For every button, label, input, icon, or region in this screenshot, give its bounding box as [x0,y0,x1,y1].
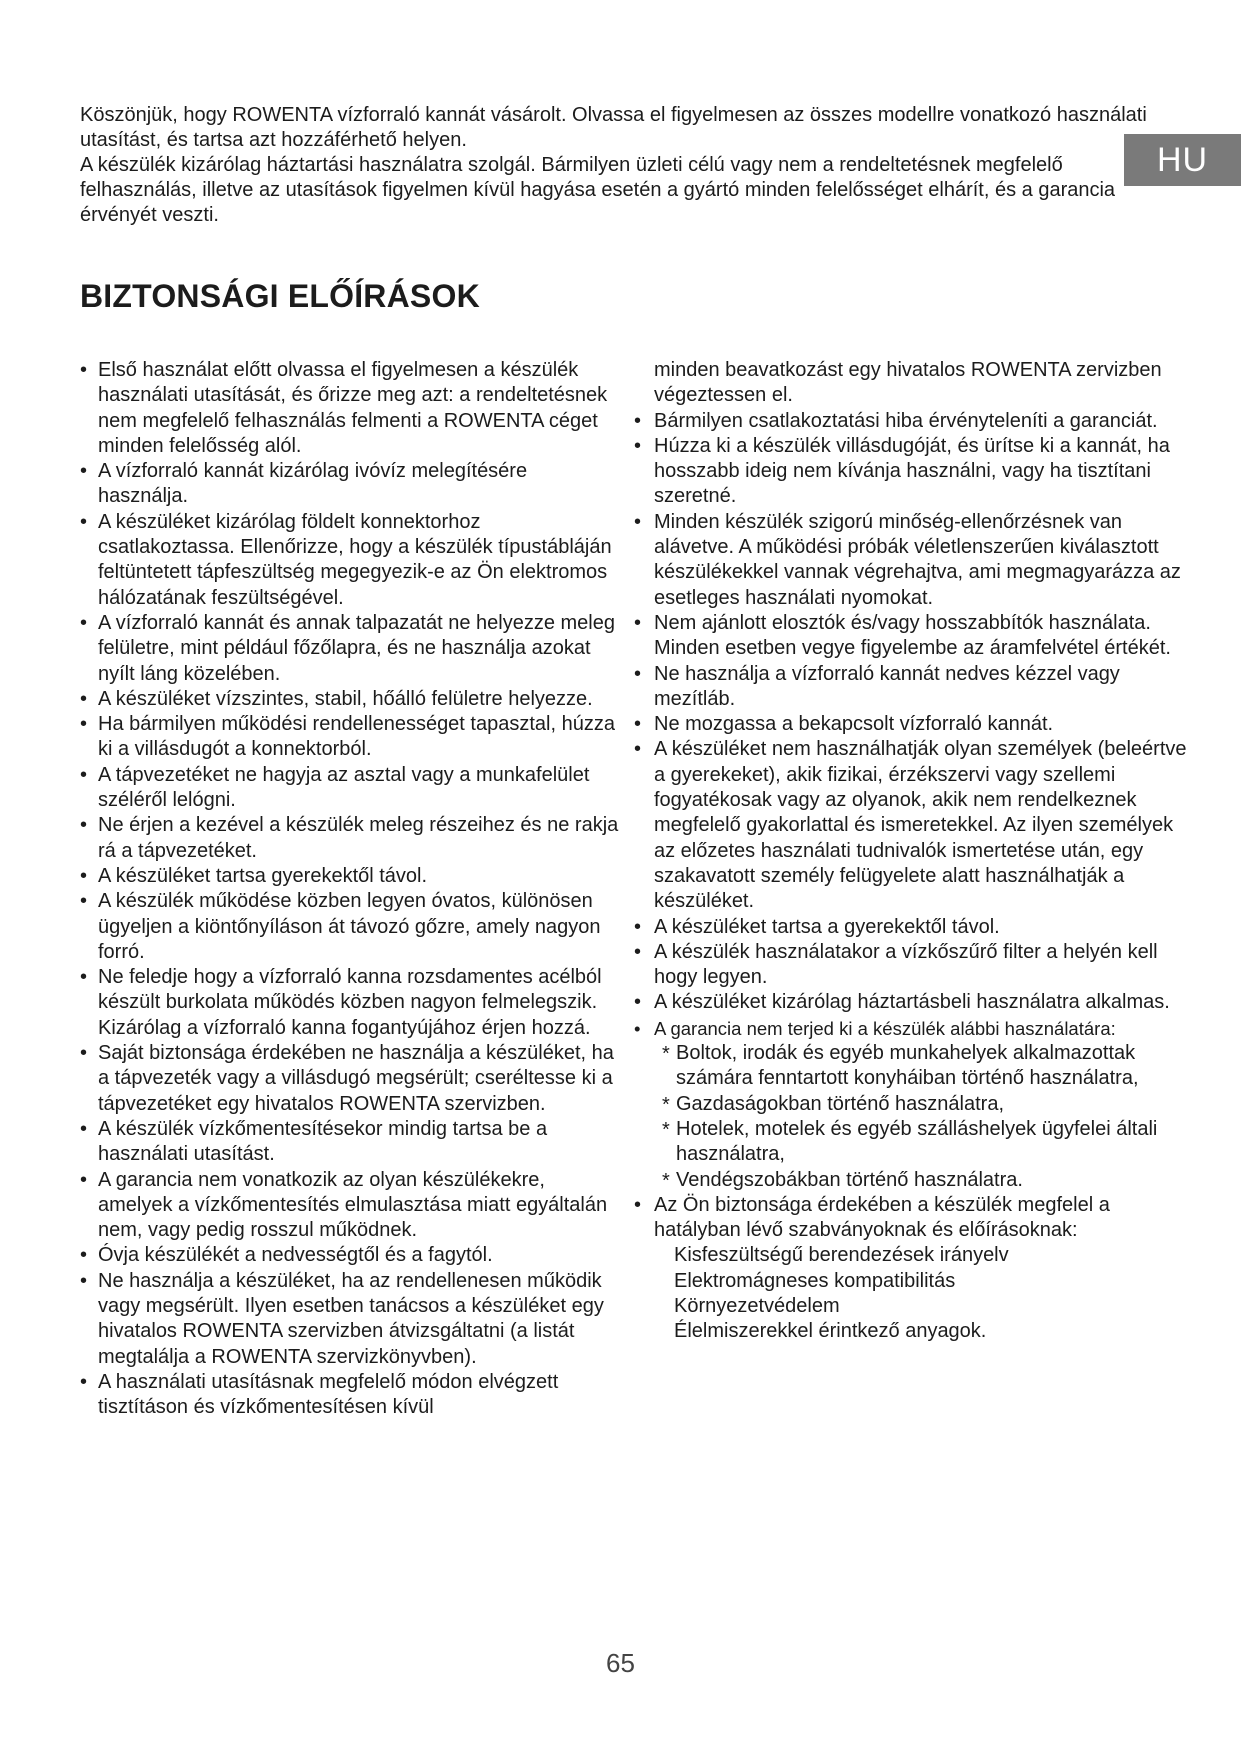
list-item: • A készüléket tartsa gyerekektől távol. [80,864,620,889]
list-item: • A készüléket kizárólag földelt konnektorhoz csatlakoztassa. Ellenőrizze, hogy a készülék típustábláján feltüntetett tápfeszültség megegyezik-e az Ön elektromos hálózatának feszültségével. [80,510,620,611]
left-column [80,358,620,1420]
list-item: • Első használat előtt olvassa el figyelmesen a készülék használati utasítását, és őrizze meg azt: a rendeltetésnek nem megfelelő felhasználás felmenti a ROWENTA céget minden felelősség alól. [80,358,620,459]
intro-paragraph-2: A készülék kizárólag háztartási használatra szolgál. Bármilyen üzleti célú vagy nem a rendeltetésnek megfelelő felhasználás, illetve az utasítások figyelmen kívül hagyása esetén a gyártó minden felelősséget elhárít, és a garancia érvényét veszti. [80,154,1116,226]
list-item: • A készülék működése közben legyen óvatos, különösen ügyeljen a kiöntőnyíláson át távozó gőzre, amely nagyon forró. [80,889,620,965]
list-item: • Ne feledje hogy a vízforraló kanna rozsdamentes acélból készült burkolata működés közben nagyon felmelegszik. Kizárólag a vízforraló kanna fogantyújához érjen hozzá. [80,965,620,1041]
standard-item: Élelmiszerekkel érintkező anyagok. [674,1320,987,1343]
list-item: • A készüléket vízszintes, stabil, hőálló felületre helyezze. [80,687,620,712]
language-badge: HU [1124,134,1241,186]
list-item: • Ha bármilyen működési rendellenességet tapasztal, húzza ki a villásdugót a konnektorból. [80,712,620,763]
list-item: • A vízforraló kannát kizárólag ivóvíz melegítésére használja. [80,459,620,510]
list-item: • A készüléket tartsa a gyerekektől távol. [634,915,1194,940]
standard-item: Elektromágneses kompatibilitás [674,1269,956,1292]
list-item: • A készülék használatakor a vízkőszűrő filter a helyén kell hogy legyen. [634,940,1194,991]
guarantee-subitem: * Gazdaságokban történő használatra, [634,1092,1194,1117]
list-item: • Ne használja a készüléket, ha az rendellenesen működik vagy megsérült. Ilyen esetben tanácsos a készüléket egy hivatalos ROWENTA szervizben átvizsgáltatni (a listát megtalálja a ROWENTA szervizkönyvben). [80,1269,620,1370]
guarantee-subitem: * Boltok, irodák és egyéb munkahelyek alkalmazottak számára fenntartott konyháiban történő használatra, [634,1041,1194,1092]
list-item: • Minden készülék szigorú minőség-ellenőrzésnek van alávetve. A működési próbák véletlenszerűen kiválasztott készülékekkel vannak végrehajtva, ami megmagyarázza az esetleges használati nyomokat. [634,510,1194,611]
list-item-safety: • Az Ön biztonsága érdekében a készülék megfelel a hatályban lévő szabványoknak és előírásoknak: [634,1193,1194,1244]
page-number: 65 [606,1648,635,1678]
list-item: • A tápvezetéket ne hagyja az asztal vagy a munkafelület széléről lelógni. [80,763,620,814]
list-item: • A vízforraló kannát és annak talpazatát ne helyezze meleg felületre, mint például főzőlapra, és ne használja azokat nyílt láng közelében. [80,611,620,687]
intro-text [80,103,1155,228]
right-column [634,358,1194,1345]
list-item: • A készülék vízkőmentesítésekor mindig tartsa be a használati utasítást. [80,1117,620,1168]
list-item: • Ne érjen a kezével a készülék meleg részeihez és ne rakja rá a tápvezetéket. [80,813,620,864]
list-item: • Húzza ki a készülék villásdugóját, és ürítse ki a kannát, ha hosszabb ideig nem kívánja használni, vagy ha tisztítani szeretné. [634,434,1194,510]
standard-item: Kisfeszültségű berendezések irányelv [674,1244,1009,1267]
intro-paragraph-1: Köszönjük, hogy ROWENTA vízforraló kannát vásárolt. Olvassa el figyelmesen az összes modellre vonatkozó használati utasítást, és tartsa azt hozzáférhető helyen. [80,104,1147,151]
list-item: • Nem ajánlott elosztók és/vagy hosszabbítók használata. Minden esetben vegye figyelembe az áramfelvétel értékét. [634,611,1194,662]
guarantee-subitem: * Hotelek, motelek és egyéb szálláshelyek ügyfelei általi használatra, [634,1117,1194,1168]
list-item: • Saját biztonsága érdekében ne használja a készüléket, ha a tápvezeték vagy a villásdugó megsérült; cseréltesse ki a tápvezetéket egy hivatalos ROWENTA szervizben. [80,1041,620,1117]
list-item: • Bármilyen csatlakoztatási hiba érvényteleníti a garanciát. [634,409,1194,434]
list-item: • A használati utasításnak megfelelő módon elvégzett tisztításon és vízkőmentesítésen kívül [80,1370,620,1421]
standard-item: Környezetvédelem [674,1294,840,1317]
list-item: • A készüléket kizárólag háztartásbeli használatra alkalmas. [634,990,1194,1015]
section-title: BIZTONSÁGI ELŐÍRÁSOK [80,278,480,314]
list-item-guarantee: • A garancia nem terjed ki a készülék alábbi használatára: [634,1016,1194,1041]
list-item: • Ne mozgassa a bekapcsolt vízforraló kannát. [634,712,1194,737]
list-item: • A garancia nem vonatkozik az olyan készülékekre, amelyek a vízkőmentesítés elmulasztása miatt egyáltalán nem, vagy pedig rosszul működnek. [80,1168,620,1244]
list-item: • Óvja készülékét a nedvességtől és a fagytól. [80,1243,620,1268]
list-item: • A készüléket nem használhatják olyan személyek (beleértve a gyerekeket), akik fizikai, érzékszervi vagy szellemi fogyatékosak vagy az olyanok, akik nem rendelkeznek megfelelő gyakorlattal és ismeretekkel. Az ilyen személyek az előzetes használati tudnivalók ismertetése után, egy szakavatott személy felügyelete alatt használhatják a készüléket. [634,737,1194,914]
list-item-continuation: minden beavatkozást egy hivatalos ROWENTA zervizben végeztessen el. [654,359,1162,407]
guarantee-subitem: * Vendégszobákban történő használatra. [634,1168,1194,1193]
list-item: • Ne használja a vízforraló kannát nedves kézzel vagy mezítláb. [634,662,1194,713]
